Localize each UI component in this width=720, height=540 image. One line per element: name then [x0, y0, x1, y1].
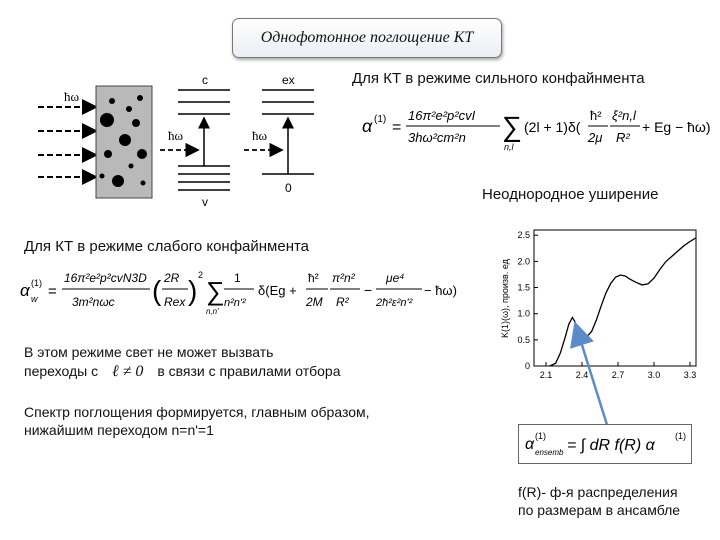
weak-mu: μe⁴ — [386, 271, 405, 285]
x-tick-label: 2.4 — [575, 370, 589, 380]
formula-xi: ξ²n,l — [612, 108, 636, 123]
distribution-note-text1: f(R)- ф-я распределения — [518, 484, 678, 500]
inhomogeneous-heading: Неоднородное уширение — [482, 186, 659, 203]
y-tick-label: 0 — [524, 361, 530, 371]
y-tick-label: 1.5 — [517, 282, 530, 293]
ensemble-lhs-sub: ensemb — [535, 448, 564, 457]
sum-symbol: ∑ — [502, 111, 522, 142]
weak-lhs-sup: (1) — [31, 278, 42, 288]
weak-sum-sub: n,n' — [206, 307, 219, 316]
conduction-levels — [178, 90, 230, 114]
weak-m1: 2M — [306, 295, 323, 309]
strong-confinement-formula — [358, 98, 711, 154]
ensemble-rhs: = ∫ dR f(R) α — [567, 437, 655, 454]
y-tick-label: 0.5 — [517, 334, 530, 345]
weak-confinement-heading: Для КТ в режиме слабого конфайнмента — [24, 238, 310, 255]
ensemble-formula-box — [518, 424, 692, 464]
svg-text:=: = — [48, 283, 57, 300]
level-v-label: v — [202, 195, 208, 209]
spectrum-note-line2: нижайшим переходом n=n'=1 — [24, 422, 214, 438]
weak-note-line1: В этом режиме свет не может вызвать — [24, 344, 274, 360]
weak-h2: 2ħ²ε²n'² — [376, 297, 413, 309]
spectrum-note-line1: Спектр поглощения формируется, главным образом, — [24, 404, 370, 420]
distribution-note-line1 — [518, 484, 678, 500]
ensemble-rhs-sup: (1) — [675, 431, 686, 441]
ensemble-formula — [519, 425, 691, 463]
photon-label-cv: ħω — [168, 128, 184, 143]
y-tick-label: 2.5 — [517, 230, 530, 241]
svg-text:(: ( — [152, 275, 162, 306]
absorption-diagram — [30, 68, 330, 218]
x-tick-label: 2.1 — [539, 370, 553, 380]
weak-tail: − ħω) — [424, 283, 457, 298]
valence-levels — [178, 166, 230, 190]
weak-confinement-formula — [18, 262, 464, 318]
sum-sub: n,l — [504, 142, 514, 152]
title-box — [232, 18, 502, 58]
formula-lhs-sup: (1) — [374, 114, 387, 125]
weak-num2: 2R — [164, 271, 180, 285]
x-tick-label: 2.7 — [611, 370, 625, 380]
weak-note-line2 — [24, 363, 341, 380]
level-c-label: c — [202, 73, 208, 87]
page-title: Однофотонное поглощение КТ — [260, 29, 474, 46]
photon-label-ex: ħω — [252, 128, 268, 143]
formula-tail: + Eg − ħω) — [642, 119, 711, 135]
weak-minus: − — [364, 282, 373, 298]
level-0-label: 0 — [285, 181, 292, 195]
weak-h1: ħ² — [308, 271, 319, 285]
ensemble-lhs: α — [525, 436, 535, 453]
weak-delta: δ(Eg + — [258, 283, 297, 298]
strong-confinement-heading: Для КТ в режиме сильного конфайнмента — [352, 70, 645, 87]
weak-note-line2-b: в связи с правилами отбора — [157, 363, 341, 379]
y-tick-label: 2.0 — [517, 256, 530, 267]
formula-frac-num: ħ² — [590, 108, 602, 123]
weak-num3: 1 — [234, 271, 241, 285]
weak-den1: 3m²nωc — [72, 295, 115, 309]
ensemble-lhs-sup: (1) — [535, 431, 546, 441]
formula-term: (2l + 1)δ( — [524, 119, 581, 135]
svg-text:2: 2 — [198, 270, 204, 280]
x-tick-label: 3.3 — [683, 370, 697, 380]
weak-num1: 16π²e²p²cvN3D — [64, 271, 147, 285]
photon-arrows — [38, 107, 96, 177]
formula-eq: = — [392, 119, 402, 136]
x-tick-label: 3.0 — [647, 370, 661, 380]
svg-text:): ) — [188, 275, 198, 306]
weak-r2: R² — [336, 295, 349, 309]
formula-lhs: α — [362, 116, 373, 136]
formula-num: 16π²e²p²cvI — [408, 108, 476, 123]
weak-lhs: α — [20, 281, 30, 300]
weak-lhs-sub: w — [31, 294, 38, 304]
formula-r2: R² — [616, 130, 630, 145]
photon-label-left: ħω — [64, 89, 80, 104]
distribution-note-line2: по размерам в ансамбле — [518, 502, 681, 518]
chart-ylabel: K(1)(ω), произв. ед — [500, 259, 510, 338]
y-tick-label: 1.0 — [517, 308, 530, 319]
weak-note-symbol: ℓ ≠ 0 — [111, 363, 144, 380]
weak-pi2: π²n² — [332, 271, 355, 285]
pointer-arrow — [560, 318, 620, 433]
formula-frac-den: 2μ — [588, 130, 603, 145]
level-ex-label: ex — [282, 73, 295, 87]
weak-den3: n²n'² — [224, 297, 246, 309]
weak-den2: Rex — [164, 295, 186, 309]
weak-note-line2-a: переходы с — [24, 363, 99, 379]
formula-den: 3hω²cm²n — [408, 130, 466, 145]
svg-text:∑: ∑ — [206, 276, 225, 306]
